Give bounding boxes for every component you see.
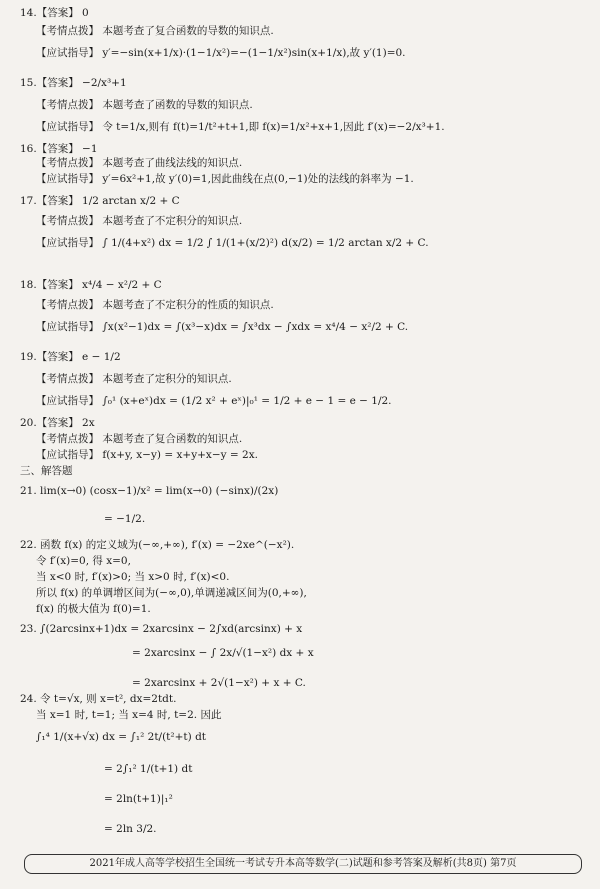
solution-22-line-2: 令 f′(x)=0, 得 x=0, (36, 555, 131, 567)
answer-15: 15.【答案】 −2/x³+1 (20, 77, 127, 89)
hint-15: 【考情点拨】 本题考查了函数的导数的知识点. (36, 99, 253, 111)
guide-17: 【应试指导】 ∫ 1/(4+x²) dx = 1/2 ∫ 1/(1+(x/2)²) d(x/2) = 1/2 arctan x/2 + C. (36, 237, 429, 249)
solution-22-line-5: f(x) 的极大值为 f(0)=1. (36, 603, 151, 615)
solution-23-line-1: 23. ∫(2arcsinx+1)dx = 2xarcsinx − 2∫xd(arcsinx) + x (20, 623, 303, 635)
hint-20: 【考情点拨】 本题考查了复合函数的知识点. (36, 433, 243, 445)
hint-19: 【考情点拨】 本题考查了定积分的知识点. (36, 373, 232, 385)
answer-20: 20.【答案】 2x (20, 417, 95, 429)
guide-14: 【应试指导】 y′=−sin(x+1/x)·(1−1/x²)=−(1−1/x²)sin(x+1/x),故 y′(1)=0. (36, 47, 406, 59)
solution-22-line-1: 22. 函数 f(x) 的定义域为(−∞,+∞), f′(x) = −2xe^(−x²). (20, 539, 295, 551)
guide-19: 【应试指导】 ∫₀¹ (x+eˣ)dx = (1/2 x² + eˣ)|₀¹ = 1/2 + e − 1 = e − 1/2. (36, 395, 392, 407)
section-heading: 三、解答题 (20, 465, 73, 477)
solution-21-line-1: 21. lim(x→0) (cosx−1)/x² = lim(x→0) (−sinx)/(2x) (20, 485, 279, 497)
solution-24-line-5: = 2ln(t+1)|₁² (104, 793, 173, 805)
guide-15: 【应试指导】 令 t=1/x,则有 f(t)=1/t²+t+1,即 f(x)=1/x²+x+1,因此 f′(x)=−2/x³+1. (36, 121, 445, 133)
hint-14: 【考情点拨】 本题考查了复合函数的导数的知识点. (36, 25, 274, 37)
guide-16: 【应试指导】 y′=6x²+1,故 y′(0)=1,因此曲线在点(0,−1)处的法线的斜率为 −1. (36, 173, 414, 185)
solution-23-line-2: = 2xarcsinx − ∫ 2x/√(1−x²) dx + x (132, 647, 314, 659)
hint-16: 【考情点拨】 本题考查了曲线法线的知识点. (36, 157, 243, 169)
solution-24-line-4: = 2∫₁² 1/(t+1) dt (104, 763, 193, 775)
solution-22-line-4: 所以 f(x) 的单调增区间为(−∞,0),单调递减区间为(0,+∞), (36, 587, 307, 599)
solution-24-line-2: 当 x=1 时, t=1; 当 x=4 时, t=2. 因此 (36, 709, 222, 721)
solution-22-line-3: 当 x<0 时, f′(x)>0; 当 x>0 时, f′(x)<0. (36, 571, 230, 583)
answer-16: 16.【答案】 −1 (20, 143, 98, 155)
answer-17: 17.【答案】 1/2 arctan x/2 + C (20, 195, 180, 207)
solution-24-line-3: ∫₁⁴ 1/(x+√x) dx = ∫₁² 2t/(t²+t) dt (36, 731, 207, 743)
hint-17: 【考情点拨】 本题考查了不定积分的知识点. (36, 215, 243, 227)
hint-18: 【考情点拨】 本题考查了不定积分的性质的知识点. (36, 299, 274, 311)
guide-18: 【应试指导】 ∫x(x²−1)dx = ∫(x³−x)dx = ∫x³dx − ∫xdx = x⁴/4 − x²/2 + C. (36, 321, 409, 333)
page-footer: 2021年成人高等学校招生全国统一考试专升本高等数学(二)试题和参考答案及解析(共8页) 第7页 (24, 854, 582, 874)
guide-20: 【应试指导】 f(x+y, x−y) = x+y+x−y = 2x. (36, 449, 258, 461)
solution-24-line-6: = 2ln 3/2. (104, 823, 157, 835)
answer-19: 19.【答案】 e − 1/2 (20, 351, 121, 363)
solution-24-line-1: 24. 令 t=√x, 则 x=t², dx=2tdt. (20, 693, 177, 705)
answer-18: 18.【答案】 x⁴/4 − x²/2 + C (20, 279, 162, 291)
answer-14: 14.【答案】 0 (20, 7, 89, 19)
solution-21-line-2: = −1/2. (104, 513, 146, 525)
solution-23-line-3: = 2xarcsinx + 2√(1−x²) + x + C. (132, 677, 306, 689)
